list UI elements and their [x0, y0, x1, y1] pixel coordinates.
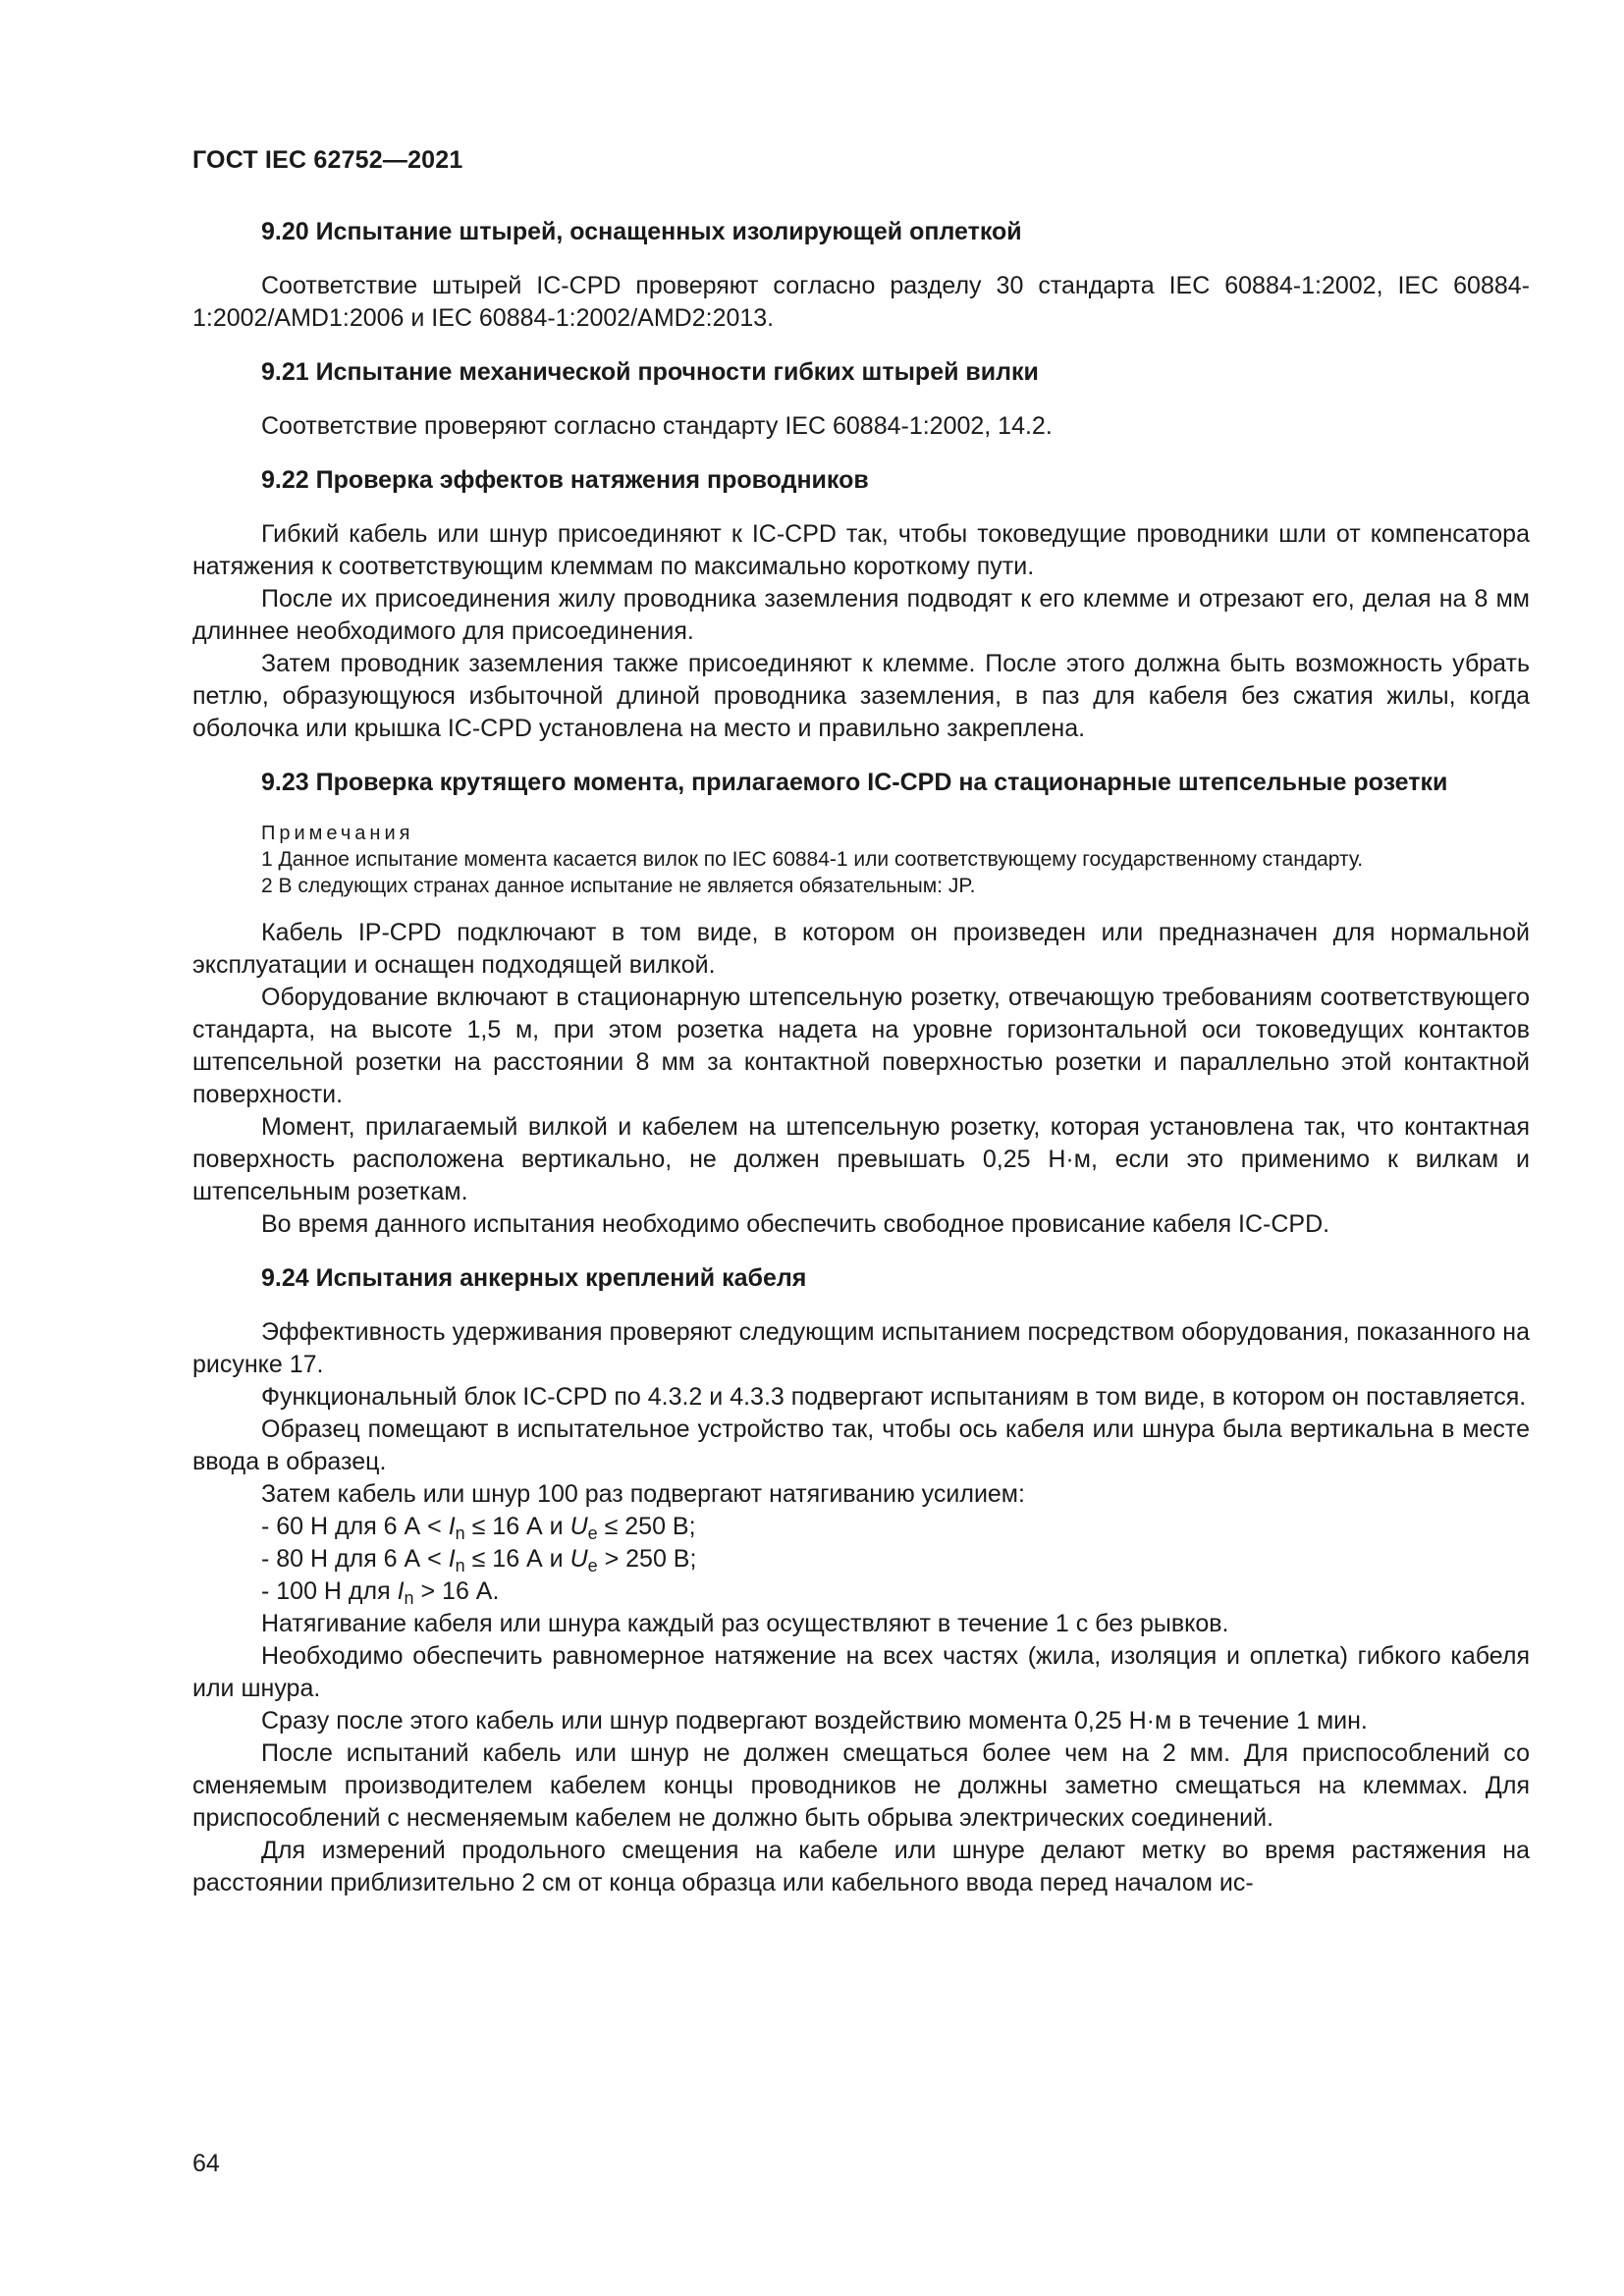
page-number: 64 [192, 2150, 220, 2177]
section-9-22-paragraph-2: После их присоединения жилу проводника заземления подводят к его клемме и отрезают его, делая на 8 мм длиннее необходимого для присоединения. [192, 585, 1530, 645]
section-9-23-title: 9.23 Проверка крутящего момента, прилагаемого IC-CPD на стационарные штепсельные розетки [261, 769, 1448, 796]
section-9-24-paragraph-4: Затем кабель или шнур 100 раз подвергают натягиванию усилием: [261, 1480, 1025, 1508]
section-9-24-paragraph-6: Необходимо обеспечить равномерное натяжение на всех частях (жила, изоляция и оплетка) гибкого кабеля или шнура. [192, 1642, 1530, 1702]
force-list-item-1: - 60 Н для 6 $А < I_n \le 16$ А и $U_e \le 250$ В; [261, 1513, 696, 1543]
document-header: ГОСТ IEC 62752—2021 [192, 146, 463, 174]
document-body [192, 216, 1530, 1899]
section-9-23-paragraph-4: Во время данного испытания необходимо обеспечить свободное провисание кабеля IC-CPD. [261, 1210, 1330, 1238]
section-9-24-paragraph-1: Эффективность удерживания проверяют следующим испытанием посредством оборудования, показанного на рисунке 17. [192, 1318, 1530, 1378]
section-9-24-paragraph-2: Функциональный блок IC-CPD по 4.3.2 и 4.3.3 подвергают испытаниям в том виде, в котором он поставляется. [261, 1383, 1527, 1411]
force-list-item-2: - 80 Н для 6 $А < I_n \le 16$ А и $U_e > 250$ В; [261, 1545, 697, 1575]
section-9-24-title: 9.24 Испытания анкерных креплений кабеля [261, 1264, 807, 1292]
section-9-22-paragraph-1: Гибкий кабель или шнур присоединяют к IC-CPD так, чтобы токоведущие проводники шли от компенсатора натяжения к соответствующим клеммам по максимально короткому пути. [192, 520, 1530, 580]
section-9-24-paragraph-8: После испытаний кабель или шнур не должен смещаться более чем на 2 мм. Для приспособлений со сменяемым производителем кабелем концы проводников не должны заметно смещаться на клеммах. Для приспособлений с несменяемым кабелем не должно быть обрыва электрических соединений. [192, 1739, 1530, 1832]
force-list-item-3: - 100 Н для $I_n > 16$ А. [261, 1577, 500, 1608]
section-9-23-paragraph-3: Момент, прилагаемый вилкой и кабелем на штепсельную розетку, которая установлена так, что контактная поверхность расположена вертикально, не должен превышать 0,25 Н·м, если это применимо к вилкам и штепсельным розеткам. [192, 1113, 1530, 1205]
note-1: 1 Данное испытание момента касается вилок по IEC 60884-1 или соответствующему государственному стандарту. [261, 848, 1364, 871]
section-9-20-paragraph: Соответствие штырей IC-CPD проверяют согласно разделу 30 стандарта IEC 60884-1:2002, IEC 60884-1:2002/AMD1:2006 и IEC 60884-1:2002/AMD2:2013. [192, 272, 1530, 332]
section-9-21-paragraph: Соответствие проверяют согласно стандарту IEC 60884-1:2002, 14.2. [261, 412, 1053, 440]
section-9-22-title: 9.22 Проверка эффектов натяжения проводников [261, 466, 869, 494]
document-page [192, 0, 1530, 2296]
section-9-23-paragraph-2: Оборудование включают в стационарную штепсельную розетку, отвечающую требованиям соответствующего стандарта, на высоте 1,5 м, при этом розетка надета на уровне горизонтальной оси токоведущих контактов штепсельной розетки на расстоянии 8 мм за контактной поверхностью розетки и параллельно этой контактной поверхности. [192, 984, 1530, 1108]
section-9-24-paragraph-5: Натягивание кабеля или шнура каждый раз осуществляют в течение 1 с без рывков. [261, 1610, 1229, 1637]
section-9-22-paragraph-3: Затем проводник заземления также присоединяют к клемме. После этого должна быть возможность убрать петлю, образующуюся избыточной длиной проводника заземления, в паз для кабеля без сжатия жилы, когда оболочка или крышка IC-CPD установлена на место и правильно закреплена. [192, 650, 1530, 742]
notes-heading: Примечания [261, 823, 414, 844]
section-9-23-paragraph-1: Кабель IP-CPD подключают в том виде, в котором он произведен или предназначен для нормальной эксплуатации и оснащен подходящей вилкой. [192, 919, 1530, 979]
note-2: 2 В следующих странах данное испытание не является обязательным: JP. [261, 875, 976, 897]
section-9-21-title: 9.21 Испытание механической прочности гибких штырей вилки [261, 358, 1039, 386]
section-9-24-paragraph-9: Для измерений продольного смещения на кабеле или шнуре делают метку во время растяжения на расстоянии приблизительно 2 см от конца образца или кабельного ввода перед началом ис- [192, 1837, 1530, 1896]
section-9-24-paragraph-7: Сразу после этого кабель или шнур подвергают воздействию момента 0,25 Н·м в течение 1 мин. [261, 1707, 1368, 1735]
section-9-20-title: 9.20 Испытание штырей, оснащенных изолирующей оплеткой [261, 218, 1022, 245]
section-9-24-paragraph-3: Образец помещают в испытательное устройство так, чтобы ось кабеля или шнура была вертикальна в месте ввода в образец. [192, 1415, 1530, 1475]
